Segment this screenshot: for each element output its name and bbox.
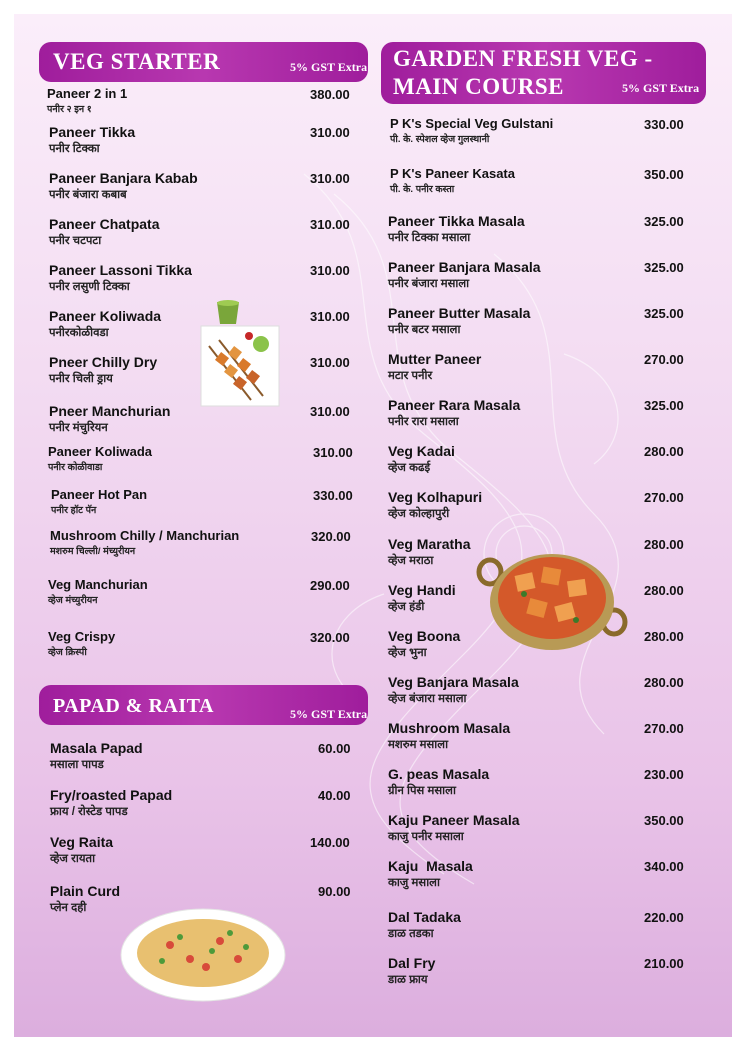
- item-price: 310.00: [313, 445, 353, 460]
- item-price: 325.00: [644, 214, 684, 229]
- item-name-marathi: पी. के. पनीर कस्ता: [390, 184, 455, 195]
- item-name: Veg Manchurian: [48, 577, 148, 592]
- item-price: 270.00: [644, 721, 684, 736]
- veg-starter-title: VEG STARTER: [53, 49, 221, 74]
- item-price: 320.00: [310, 630, 350, 645]
- menu-item: [388, 955, 435, 987]
- item-price: 330.00: [313, 488, 353, 503]
- main-course-title-line1: GARDEN FRESH VEG -: [393, 46, 653, 71]
- item-name: Veg Handi: [388, 582, 456, 598]
- item-price: 90.00: [318, 884, 351, 899]
- item-name-marathi: काजु मसाला: [388, 877, 440, 889]
- paneer-tikka-skewers-photo: [199, 296, 281, 408]
- menu-item: [50, 883, 120, 915]
- item-name-marathi: मशरुम मसाला: [388, 739, 449, 751]
- item-price: 270.00: [644, 490, 684, 505]
- item-name: Paneer Banjara Kabab: [49, 170, 198, 186]
- item-name: Mutter Paneer: [388, 351, 482, 367]
- item-name: Veg Maratha: [388, 536, 471, 552]
- item-name-marathi: व्हेज मराठा: [388, 555, 434, 567]
- item-name: Paneer Rara Masala: [388, 397, 521, 413]
- item-price: 140.00: [310, 835, 350, 850]
- papad-raita-gst-note: 5% GST Extra: [290, 707, 368, 721]
- main-course-header: [381, 42, 706, 104]
- item-name: Paneer Hot Pan: [51, 487, 148, 502]
- item-price: 280.00: [644, 583, 684, 598]
- item-price: 330.00: [644, 117, 684, 132]
- menu-item: [49, 124, 135, 156]
- menu-item: [49, 308, 161, 340]
- menu-item: [50, 834, 113, 866]
- item-price: 350.00: [644, 167, 684, 182]
- item-price: 210.00: [644, 956, 684, 971]
- item-name-marathi: मशरुम चिल्ली/ मंच्युरीयन: [50, 546, 136, 557]
- veg-starter-header: [39, 42, 368, 82]
- item-price: 280.00: [644, 675, 684, 690]
- item-name-marathi: पनीर बटर मसाला: [388, 324, 461, 336]
- item-name-marathi: मसाला पापड: [50, 759, 104, 771]
- item-price: 280.00: [644, 444, 684, 459]
- item-price: 310.00: [310, 217, 350, 232]
- menu-item: [48, 577, 148, 606]
- menu-item: [50, 740, 143, 772]
- menu-item: [388, 305, 530, 337]
- item-price: 280.00: [644, 537, 684, 552]
- item-price: 310.00: [310, 263, 350, 278]
- item-name: Kaju Paneer Masala: [388, 812, 520, 828]
- item-name: Pneer Manchurian: [49, 403, 171, 419]
- menu-item: [388, 674, 519, 706]
- menu-item: [388, 213, 525, 245]
- item-name-marathi: ग्रीन पिस मसाला: [388, 785, 456, 797]
- menu-item: [388, 397, 520, 429]
- item-name: Masala Papad: [50, 740, 143, 756]
- item-price: 270.00: [644, 352, 684, 367]
- item-name: Veg Banjara Masala: [388, 674, 519, 690]
- menu-item: [48, 629, 115, 658]
- item-price: 320.00: [311, 529, 351, 544]
- menu-item: [49, 262, 192, 294]
- item-name-marathi: पनीर लसुणी टिक्का: [49, 281, 130, 293]
- item-name: Paneer Koliwada: [48, 444, 153, 459]
- menu-item: [388, 443, 455, 475]
- menu-item: [388, 489, 482, 521]
- item-name-marathi: पनीर २ इन १: [47, 104, 92, 115]
- item-price: 290.00: [310, 578, 350, 593]
- menu-item: [388, 582, 456, 614]
- papad-raita-title: PAPAD & RAITA: [53, 695, 214, 717]
- menu-item: [388, 536, 470, 568]
- menu-item: [390, 166, 515, 195]
- item-name: Plain Curd: [50, 883, 121, 899]
- item-name-marathi: पनीर हॉट पॅन: [51, 505, 97, 516]
- item-price: 310.00: [310, 125, 350, 140]
- item-name: P K's Paneer Kasata: [390, 166, 515, 181]
- item-name: P K's Special Veg Gulstani: [390, 116, 554, 131]
- item-name-marathi: काजु पनीर मसाला: [388, 831, 464, 843]
- item-name-marathi: पनीर बंजारा मसाला: [388, 278, 470, 290]
- item-name: Fry/roasted Papad: [50, 787, 173, 803]
- menu-item: [388, 628, 460, 660]
- menu-item: [388, 766, 489, 798]
- item-name: Veg Kadai: [388, 443, 455, 459]
- item-price: 325.00: [644, 398, 684, 413]
- item-name: Dal Tadaka: [388, 909, 461, 925]
- item-name-marathi: पनीर टिक्का: [49, 143, 100, 155]
- menu-item: [49, 216, 159, 248]
- item-price: 310.00: [310, 171, 350, 186]
- item-name-marathi: पनीर मंचुरियन: [49, 422, 108, 434]
- item-name: Kaju Masala: [388, 858, 473, 874]
- item-name-marathi: डाळ फ्राय: [388, 974, 428, 986]
- menu-page: [14, 14, 732, 1037]
- item-name: Paneer Koliwada: [49, 308, 162, 324]
- item-name: Mushroom Masala: [388, 720, 511, 736]
- item-name-marathi: पी. के. स्पेशल व्हेज गुलस्थानी: [390, 134, 490, 145]
- item-name-marathi: पनीर कोळीवाडा: [48, 462, 103, 473]
- menu-item: [49, 403, 170, 435]
- item-price: 230.00: [644, 767, 684, 782]
- item-price: 310.00: [310, 309, 350, 324]
- item-name: Veg Raita: [50, 834, 114, 850]
- item-name: Dal Fry: [388, 955, 436, 971]
- item-name-marathi: डाळ तडका: [388, 928, 434, 940]
- item-name: G. peas Masala: [388, 766, 490, 782]
- item-price: 310.00: [310, 355, 350, 370]
- menu-item: [388, 351, 481, 383]
- menu-item: [50, 787, 172, 819]
- item-name-marathi: मटार पनीर: [388, 370, 433, 382]
- item-name-marathi: व्हेज कोल्हापुरी: [388, 508, 450, 520]
- item-name: Paneer Butter Masala: [388, 305, 531, 321]
- item-price: 325.00: [644, 260, 684, 275]
- masala-papad-photo: [120, 907, 286, 1003]
- item-name: Veg Crispy: [48, 629, 116, 644]
- item-price: 325.00: [644, 306, 684, 321]
- menu-item: [47, 86, 127, 115]
- veg-starter-gst-note: 5% GST Extra: [290, 60, 368, 74]
- item-name-marathi: व्हेज कढई: [388, 462, 431, 474]
- item-name: Paneer Tikka: [49, 124, 136, 140]
- item-name-marathi: पनीरकोळीवडा: [49, 327, 109, 339]
- item-name: Paneer Banjara Masala: [388, 259, 541, 275]
- item-name-marathi: व्हेज बंजारा मसाला: [388, 693, 467, 705]
- item-price: 350.00: [644, 813, 684, 828]
- item-name-marathi: व्हेज रायता: [50, 853, 96, 865]
- menu-item: [50, 528, 239, 557]
- main-course-gst-note: 5% GST Extra: [622, 81, 700, 95]
- item-name: Mushroom Chilly / Manchurian: [50, 528, 240, 543]
- menu-item: [48, 444, 152, 473]
- item-name-marathi: पनीर रारा मसाला: [388, 416, 459, 428]
- item-name-marathi: पनीर टिक्का मसाला: [388, 232, 471, 244]
- menu-item: [388, 259, 541, 291]
- menu-item: [49, 170, 198, 202]
- item-name: Paneer Lassoni Tikka: [49, 262, 192, 278]
- item-price: 310.00: [310, 404, 350, 419]
- item-name: Paneer Chatpata: [49, 216, 160, 232]
- item-name: Paneer Tikka Masala: [388, 213, 525, 229]
- item-price: 60.00: [318, 741, 351, 756]
- menu-item: [49, 354, 157, 386]
- menu-item: [388, 858, 473, 890]
- item-name: Paneer 2 in 1: [47, 86, 128, 101]
- item-name-marathi: प्लेन दही: [50, 902, 87, 914]
- item-price: 40.00: [318, 788, 351, 803]
- item-price: 380.00: [310, 87, 350, 102]
- item-name-marathi: फ्राय / रोस्टेड पापड: [50, 806, 128, 818]
- item-name: Pneer Chilly Dry: [49, 354, 158, 370]
- item-name-marathi: पनीर चटपटा: [49, 235, 102, 247]
- menu-item: [388, 909, 461, 941]
- item-price: 280.00: [644, 629, 684, 644]
- item-name-marathi: व्हेज मंच्युरीयन: [48, 595, 98, 606]
- papad-raita-header: [39, 685, 368, 725]
- menu-item: [51, 487, 147, 516]
- item-name-marathi: पनीर चिली ड्राय: [49, 373, 113, 385]
- main-course-title-line2: MAIN COURSE: [393, 74, 564, 99]
- item-price: 340.00: [644, 859, 684, 874]
- item-name: Veg Boona: [388, 628, 461, 644]
- menu-item: [388, 812, 520, 844]
- menu-item: [390, 116, 553, 145]
- item-name-marathi: पनीर बंजारा कबाब: [49, 189, 127, 201]
- item-name: Veg Kolhapuri: [388, 489, 483, 505]
- paneer-curry-kadai-photo: [476, 544, 628, 654]
- item-name-marathi: व्हेज क्रिस्पी: [48, 647, 87, 658]
- item-price: 220.00: [644, 910, 684, 925]
- item-name-marathi: व्हेज भुना: [388, 647, 427, 659]
- item-name-marathi: व्हेज हंडी: [388, 601, 425, 613]
- menu-item: [388, 720, 510, 752]
